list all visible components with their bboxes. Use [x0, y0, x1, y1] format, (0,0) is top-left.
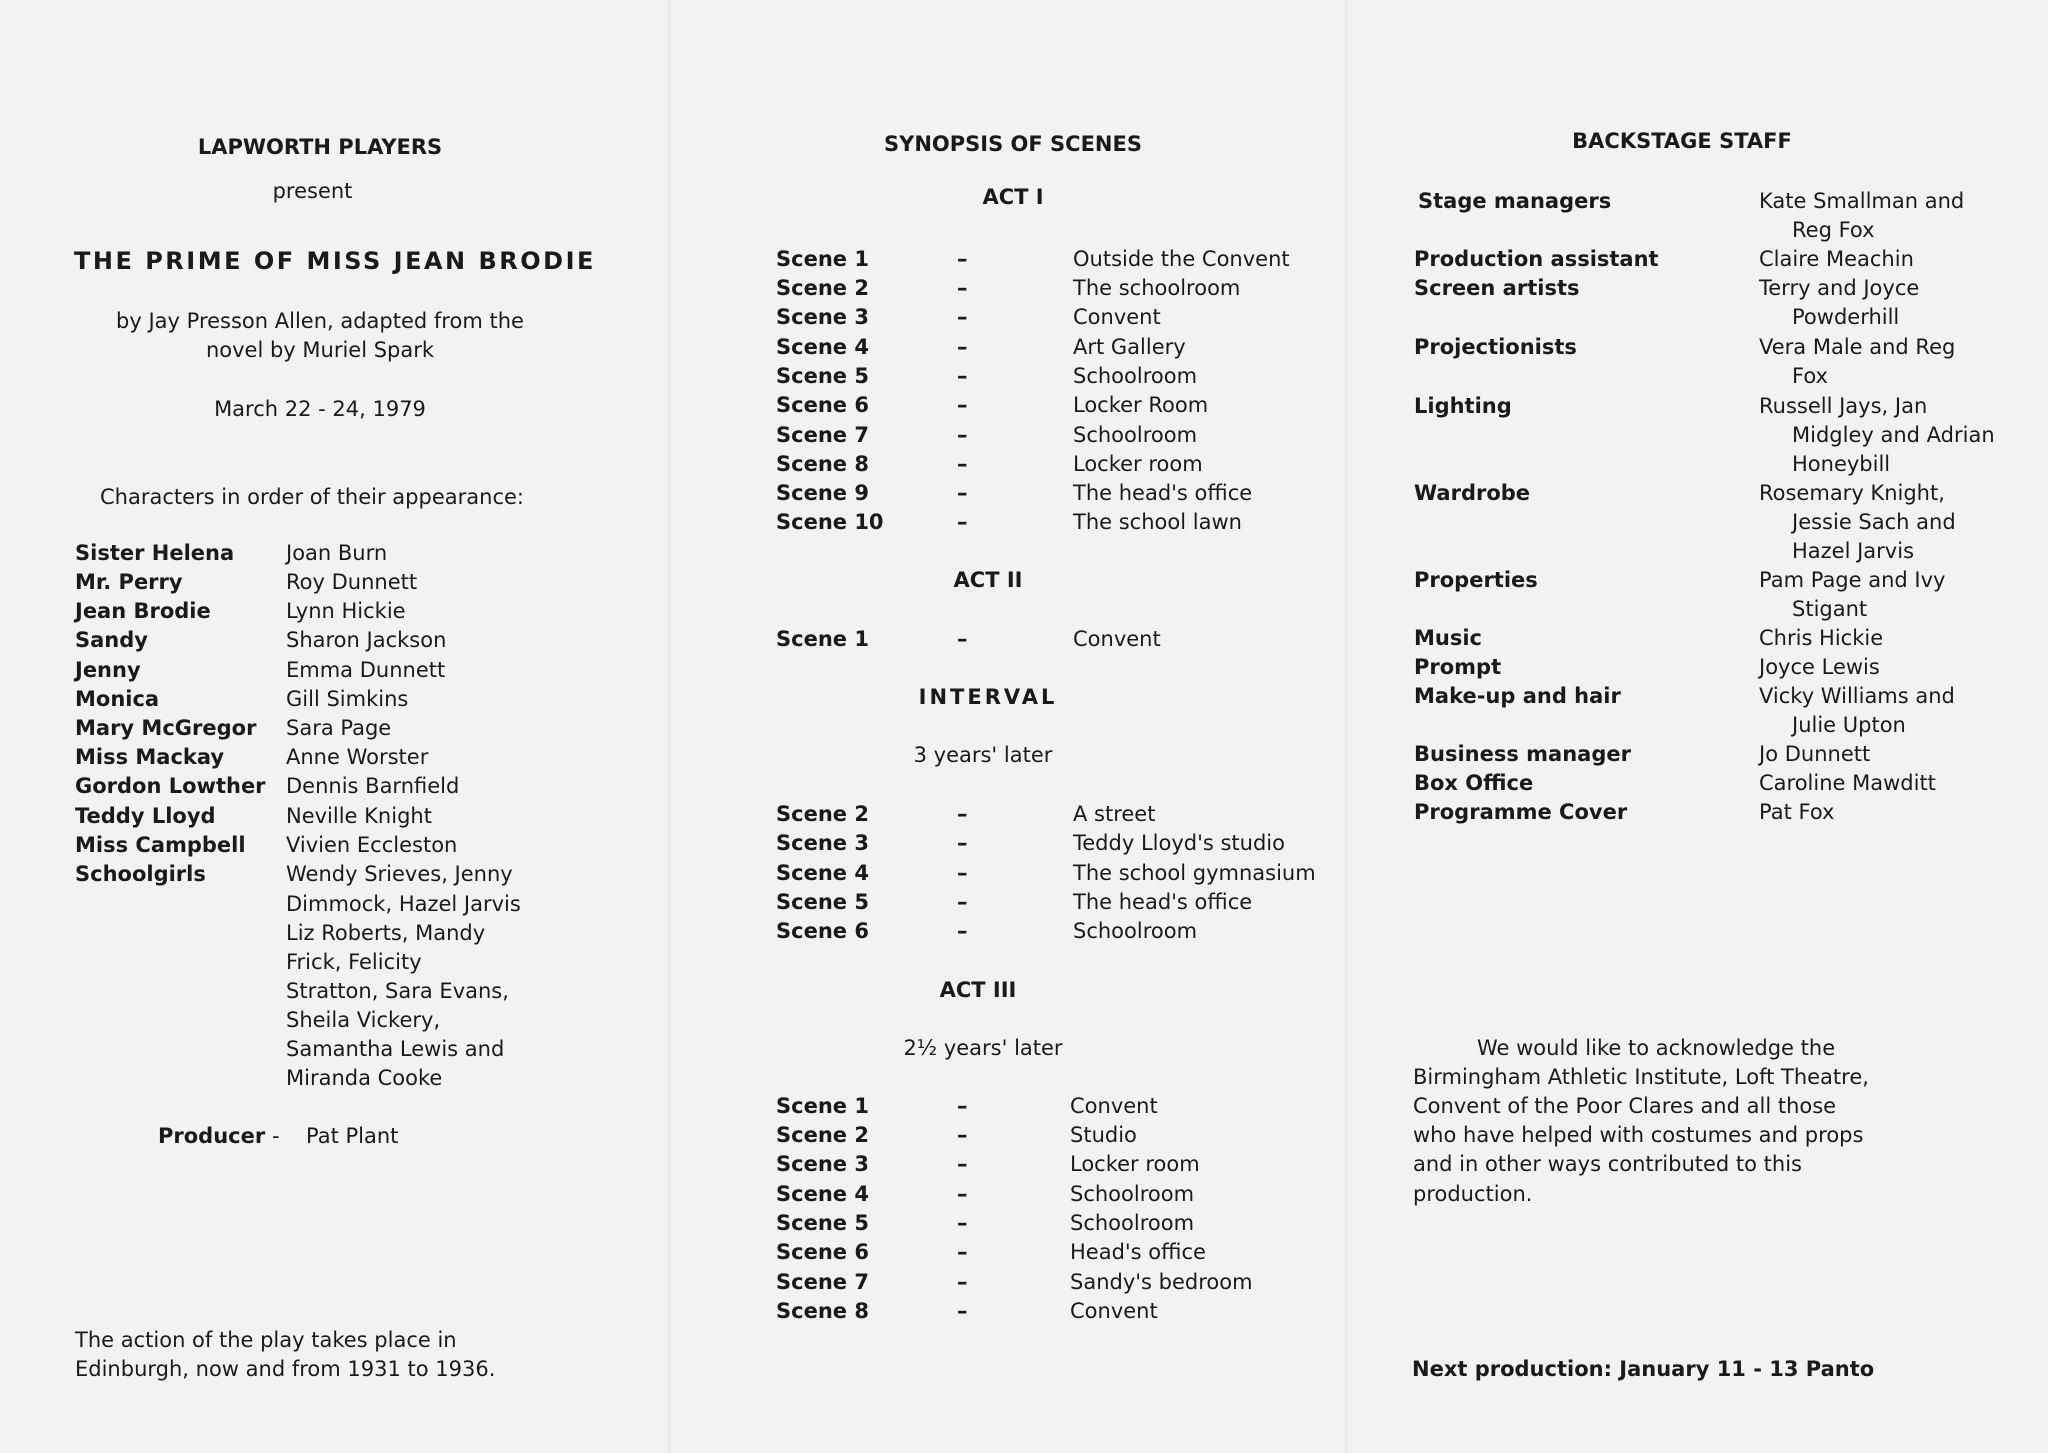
staff-role: Projectionists — [1414, 335, 1577, 359]
cast-actor: Lynn Hickie — [286, 599, 406, 623]
acknowledgement-line: Convent of the Poor Clares and all those — [1413, 1094, 1837, 1118]
scene-number: Scene 6 — [776, 1240, 869, 1264]
cast-actor: Sara Page — [286, 716, 392, 740]
staff-name: Kate Smallman and — [1759, 189, 1965, 213]
scene-number: Scene 4 — [776, 1182, 869, 1206]
staff-role: Screen artists — [1414, 276, 1580, 300]
scene-dash: – — [957, 423, 968, 447]
scene-place: Schoolroom — [1070, 1182, 1195, 1206]
scene-number: Scene 3 — [776, 831, 869, 855]
staff-name-continued: Fox — [1792, 364, 1828, 388]
scene-number: Scene 6 — [776, 393, 869, 417]
scene-dash: – — [957, 831, 968, 855]
scene-number: Scene 1 — [776, 1094, 869, 1118]
cast-actor: Anne Worster — [286, 745, 429, 769]
cast-actor-continued: Miranda Cooke — [286, 1066, 443, 1090]
staff-role: Prompt — [1414, 655, 1502, 679]
cast-actor-continued: Sheila Vickery, — [286, 1008, 441, 1032]
staff-name-continued: Honeybill — [1792, 452, 1891, 476]
scene-place: Locker room — [1073, 452, 1203, 476]
cast-actor: Vivien Eccleston — [286, 833, 458, 857]
act-2-label: ACT II — [953, 568, 1023, 592]
cast-heading: Characters in order of their appearance: — [100, 485, 524, 509]
staff-role: Lighting — [1414, 394, 1512, 418]
scene-dash: – — [957, 305, 968, 329]
scene-dash: – — [957, 247, 968, 271]
scene-number: Scene 10 — [776, 510, 884, 534]
staff-name: Rosemary Knight, — [1759, 481, 1945, 505]
fold-line-right — [1345, 0, 1348, 1453]
cast-role: Sandy — [75, 628, 148, 652]
scene-place: Studio — [1070, 1123, 1137, 1147]
staff-name: Pat Fox — [1759, 800, 1835, 824]
scene-place: Convent — [1073, 305, 1161, 329]
scene-number: Scene 9 — [776, 481, 869, 505]
cast-actor: Joan Burn — [286, 541, 388, 565]
cast-role: Monica — [75, 687, 160, 711]
scene-dash: – — [957, 1182, 968, 1206]
scene-number: Scene 1 — [776, 247, 869, 271]
scene-dash: – — [957, 510, 968, 534]
cast-actor: Dennis Barnfield — [286, 774, 460, 798]
scene-place: The head's office — [1073, 481, 1253, 505]
cast-role: Jenny — [75, 658, 141, 682]
staff-role: Properties — [1414, 568, 1538, 592]
staff-name: Chris Hickie — [1759, 626, 1884, 650]
scene-number: Scene 1 — [776, 627, 869, 651]
scene-place: Schoolroom — [1070, 1211, 1195, 1235]
staff-name-continued: Midgley and Adrian — [1792, 423, 1995, 447]
staff-name: Vicky Williams and — [1759, 684, 1955, 708]
scene-number: Scene 2 — [776, 276, 869, 300]
scene-place: The school lawn — [1073, 510, 1242, 534]
scene-place: Sandy's bedroom — [1070, 1270, 1253, 1294]
cast-role: Gordon Lowther — [75, 774, 266, 798]
scene-place: Teddy Lloyd's studio — [1073, 831, 1285, 855]
staff-name-continued: Reg Fox — [1792, 218, 1875, 242]
staff-role: Stage managers — [1418, 189, 1612, 213]
staff-role: Make-up and hair — [1414, 684, 1621, 708]
act-3-time-gap: 2½ years' later — [903, 1036, 1063, 1060]
scene-place: Locker room — [1070, 1152, 1200, 1176]
scene-number: Scene 2 — [776, 802, 869, 826]
act-2-time-gap: 3 years' later — [913, 743, 1053, 767]
scene-dash: – — [957, 481, 968, 505]
author-line-1: by Jay Presson Allen, adapted from the — [116, 309, 524, 333]
staff-role: Wardrobe — [1414, 481, 1531, 505]
cast-actor: Wendy Srieves, Jenny — [286, 862, 513, 886]
company-name: LAPWORTH PLAYERS — [197, 135, 443, 159]
scene-number: Scene 3 — [776, 1152, 869, 1176]
staff-name: Russell Jays, Jan — [1759, 394, 1928, 418]
cast-role: Mr. Perry — [75, 570, 183, 594]
cast-role: Miss Campbell — [75, 833, 246, 857]
setting-line-2: Edinburgh, now and from 1931 to 1936. — [75, 1357, 496, 1381]
staff-name: Vera Male and Reg — [1759, 335, 1956, 359]
scene-number: Scene 3 — [776, 305, 869, 329]
acknowledgement-line: who have helped with costumes and props — [1413, 1123, 1864, 1147]
scene-number: Scene 2 — [776, 1123, 869, 1147]
scene-dash: – — [957, 364, 968, 388]
cast-role: Mary McGregor — [75, 716, 257, 740]
scene-number: Scene 6 — [776, 919, 869, 943]
scene-dash: – — [957, 1270, 968, 1294]
producer-name: Pat Plant — [306, 1124, 399, 1148]
scene-number: Scene 7 — [776, 1270, 869, 1294]
backstage-heading: BACKSTAGE STAFF — [1572, 129, 1792, 153]
staff-name: Joyce Lewis — [1759, 655, 1880, 679]
cast-role: Schoolgirls — [75, 862, 206, 886]
scene-dash: – — [957, 861, 968, 885]
scene-number: Scene 8 — [776, 1299, 869, 1323]
producer-label: Producer — [158, 1124, 266, 1148]
act-3-label: ACT III — [939, 978, 1017, 1002]
cast-actor: Sharon Jackson — [286, 628, 447, 652]
staff-name: Jo Dunnett — [1759, 742, 1871, 766]
staff-role: Programme Cover — [1414, 800, 1628, 824]
staff-name-continued: Hazel Jarvis — [1792, 539, 1915, 563]
scene-number: Scene 7 — [776, 423, 869, 447]
staff-name-continued: Powderhill — [1792, 305, 1900, 329]
scene-place: The schoolroom — [1073, 276, 1241, 300]
scene-number: Scene 4 — [776, 335, 869, 359]
cast-actor-continued: Samantha Lewis and — [286, 1037, 505, 1061]
scene-number: Scene 8 — [776, 452, 869, 476]
performance-dates: March 22 - 24, 1979 — [214, 397, 426, 421]
scene-place: Schoolroom — [1073, 919, 1198, 943]
scene-dash: – — [957, 276, 968, 300]
cast-actor-continued: Dimmock, Hazel Jarvis — [286, 892, 521, 916]
cast-actor-continued: Frick, Felicity — [286, 950, 422, 974]
acknowledgement-line: and in other ways contributed to this — [1413, 1152, 1802, 1176]
staff-role: Business manager — [1414, 742, 1631, 766]
scene-dash: – — [957, 802, 968, 826]
scene-dash: – — [957, 1211, 968, 1235]
scene-place: The head's office — [1073, 890, 1253, 914]
cast-actor: Roy Dunnett — [286, 570, 418, 594]
scene-dash: – — [957, 1152, 968, 1176]
play-title: THE PRIME OF MISS JEAN BRODIE — [74, 247, 596, 275]
scene-dash: – — [957, 1299, 968, 1323]
staff-name-continued: Stigant — [1792, 597, 1868, 621]
staff-name: Claire Meachin — [1759, 247, 1914, 271]
scene-place: Locker Room — [1073, 393, 1209, 417]
staff-name: Caroline Mawditt — [1759, 771, 1936, 795]
scene-dash: – — [957, 1094, 968, 1118]
staff-name: Pam Page and Ivy — [1759, 568, 1946, 592]
staff-role: Production assistant — [1414, 247, 1659, 271]
scene-number: Scene 5 — [776, 1211, 869, 1235]
scene-place: Outside the Convent — [1073, 247, 1290, 271]
setting-line-1: The action of the play takes place in — [75, 1328, 457, 1352]
acknowledgement-line: Birmingham Athletic Institute, Loft Theatre, — [1413, 1065, 1869, 1089]
cast-actor-continued: Liz Roberts, Mandy — [286, 921, 486, 945]
cast-role: Teddy Lloyd — [75, 804, 216, 828]
interval-label: INTERVAL — [918, 685, 1058, 709]
acknowledgement-line: We would like to acknowledge the — [1477, 1036, 1836, 1060]
scene-place: Schoolroom — [1073, 423, 1198, 447]
scene-number: Scene 5 — [776, 890, 869, 914]
present-text: present — [272, 179, 353, 203]
staff-name-continued: Julie Upton — [1792, 713, 1906, 737]
scene-place: Convent — [1070, 1094, 1158, 1118]
staff-name-continued: Jessie Sach and — [1792, 510, 1956, 534]
scene-dash: – — [957, 627, 968, 651]
scene-place: Convent — [1070, 1299, 1158, 1323]
scene-place: A street — [1073, 802, 1156, 826]
fold-line-left — [668, 0, 671, 1453]
synopsis-heading: SYNOPSIS OF SCENES — [884, 132, 1142, 156]
staff-role: Box Office — [1414, 771, 1534, 795]
scene-dash: – — [957, 1240, 968, 1264]
scene-dash: – — [957, 890, 968, 914]
scene-place: Art Gallery — [1073, 335, 1186, 359]
cast-actor: Emma Dunnett — [286, 658, 446, 682]
scene-dash: – — [957, 1123, 968, 1147]
scene-dash: – — [957, 452, 968, 476]
author-line-2: novel by Muriel Spark — [205, 338, 435, 362]
cast-role: Jean Brodie — [75, 599, 211, 623]
scene-place: Schoolroom — [1073, 364, 1198, 388]
scene-number: Scene 5 — [776, 364, 869, 388]
acknowledgement-line: production. — [1413, 1182, 1533, 1206]
cast-actor: Neville Knight — [286, 804, 432, 828]
cast-actor: Gill Simkins — [286, 687, 409, 711]
cast-actor-continued: Stratton, Sara Evans, — [286, 979, 509, 1003]
cast-role: Sister Helena — [75, 541, 235, 565]
scene-dash: – — [957, 919, 968, 943]
scene-dash: – — [957, 335, 968, 359]
act-1-label: ACT I — [982, 185, 1044, 209]
scene-place: Convent — [1073, 627, 1161, 651]
producer-separator: - — [272, 1124, 280, 1148]
scene-place: Head's office — [1070, 1240, 1206, 1264]
next-production: Next production: January 11 - 13 Panto — [1412, 1357, 1875, 1381]
scene-dash: – — [957, 393, 968, 417]
scene-place: The school gymnasium — [1073, 861, 1316, 885]
scene-number: Scene 4 — [776, 861, 869, 885]
staff-role: Music — [1414, 626, 1482, 650]
staff-name: Terry and Joyce — [1759, 276, 1920, 300]
cast-role: Miss Mackay — [75, 745, 225, 769]
